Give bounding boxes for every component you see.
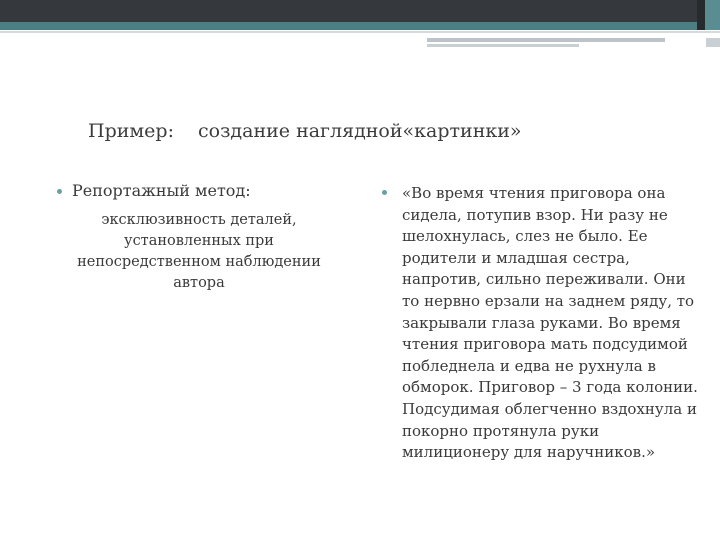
header-accent-line — [427, 38, 665, 42]
bullet-icon — [382, 190, 387, 195]
left-body-text: эксклюзивность деталей, установленных при непосредственном наблюдении автора — [77, 212, 321, 291]
bullet-icon — [57, 189, 62, 194]
slide-title — [88, 120, 708, 142]
header-corner-teal — [705, 0, 720, 30]
header-corner-dark — [697, 0, 705, 30]
header-bar-teal — [0, 22, 720, 30]
left-heading: Репортажный метод: — [72, 181, 251, 200]
header-divider — [0, 31, 720, 33]
title-text: создание наглядной«картинки» — [197, 120, 522, 142]
header-bar-dark — [0, 0, 720, 22]
right-quote-text: «Во время чтения приговора она сидела, потупив взор. Ни разу не шелохнулась, слез не было. Ее родители и младшая сестра, напротив, сильно переживали. Они то нервно ерзали на заднем ряду, то закрывали глаза руками. Во время чтения приговора мать подсудимой побледнела и едва не рухнула в обморок. Приговор – 3 года колонии. Подсудимая облегченно вздохнула и покорно протянула руки милиционеру для наручников.» — [402, 184, 698, 462]
title-label: Пример: — [88, 120, 174, 142]
header-accent-corner — [706, 38, 720, 47]
header-accent-line-short — [427, 44, 579, 47]
